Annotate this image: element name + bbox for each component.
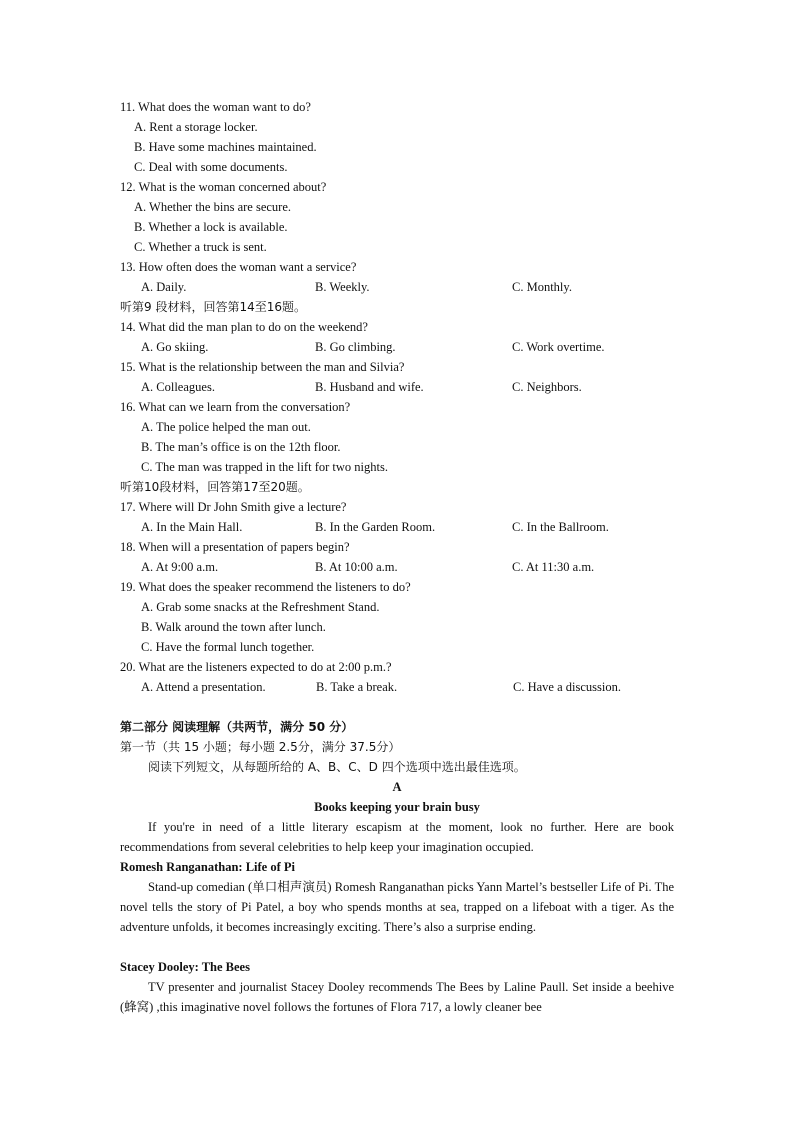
- question-17-option-b: B. In the Garden Room.: [315, 520, 436, 534]
- question-15-stem: 15. What is the relationship between the man and Silvia?: [120, 360, 405, 374]
- question-18-stem: 18. When will a presentation of papers begin?: [120, 540, 350, 554]
- question-16-option-c: C. The man was trapped in the lift for two nights.: [141, 460, 388, 474]
- question-12-option-c: C. Whether a truck is sent.: [134, 240, 267, 254]
- question-19-option-a: A. Grab some snacks at the Refreshment Stand.: [141, 600, 380, 614]
- question-13-option-a: A. Daily.: [141, 280, 187, 294]
- question-12-option-b: B. Whether a lock is available.: [134, 220, 288, 234]
- question-16-stem: 16. What can we learn from the conversation?: [120, 400, 351, 414]
- question-20-option-a: A. Attend a presentation.: [141, 680, 266, 694]
- question-13-option-b: B. Weekly.: [315, 280, 370, 294]
- part-2-title: 第二部分 阅读理解（共两节，满分 50 分）: [120, 720, 354, 734]
- paragraph-romesh: Stand-up comedian (单口相声演员) Romesh Ranganathan picks Yann Martel’s bestseller Life of Pi. The novel tells the story of Pi Patel, a boy who spends months at sea, trapped on a lifeboat with a tiger. As the adventure unfolds, it becomes increasingly exciting. There’s also a surprise ending.: [120, 880, 674, 934]
- section-1-title: 第一节（共 15 小题；每小题 2.5分，满分 37.5分）: [120, 740, 401, 754]
- question-14-option-b: B. Go climbing.: [315, 340, 396, 354]
- question-14-stem: 14. What did the man plan to do on the weekend?: [120, 320, 368, 334]
- question-17-option-a: A. In the Main Hall.: [141, 520, 243, 534]
- question-16-option-b: B. The man’s office is on the 12th floor.: [141, 440, 341, 454]
- question-11-option-a: A. Rent a storage locker.: [134, 120, 258, 134]
- question-15-option-a: A. Colleagues.: [141, 380, 215, 394]
- question-20-option-c: C. Have a discussion.: [513, 680, 621, 694]
- question-15-option-c: C. Neighbors.: [512, 380, 582, 394]
- question-18-option-a: A. At 9:00 a.m.: [141, 560, 219, 574]
- paragraph-stacey: TV presenter and journalist Stacey Dooley recommends The Bees by Laline Paull. Set inside a beehive (蜂窝) ,this imaginative novel follows the fortunes of Flora 717, a lowly cleaner bee: [120, 980, 674, 1014]
- question-18-option-b: B. At 10:00 a.m.: [315, 560, 398, 574]
- question-13-stem: 13. How often does the woman want a service?: [120, 260, 357, 274]
- question-17-option-c: C. In the Ballroom.: [512, 520, 609, 534]
- passage-intro: If you're in need of a little literary escapism at the moment, look no further. Here are book recommendations from several celebrities to help keep your imagination occupied.: [120, 820, 674, 854]
- question-13-option-c: C. Monthly.: [512, 280, 572, 294]
- section-9-instruction: 听第9 段材料，回答第14至16题。: [120, 300, 306, 314]
- question-16-option-a: A. The police helped the man out.: [141, 420, 311, 434]
- question-19-option-b: B. Walk around the town after lunch.: [141, 620, 326, 634]
- passage-title: Books keeping your brain busy: [314, 800, 480, 814]
- question-15-option-b: B. Husband and wife.: [315, 380, 424, 394]
- question-20-stem: 20. What are the listeners expected to do at 2:00 p.m.?: [120, 660, 392, 674]
- question-12-option-a: A. Whether the bins are secure.: [134, 200, 291, 214]
- question-12-stem: 12. What is the woman concerned about?: [120, 180, 327, 194]
- heading-romesh: Romesh Ranganathan: Life of Pi: [120, 860, 296, 874]
- heading-stacey: Stacey Dooley: The Bees: [120, 960, 250, 974]
- question-17-stem: 17. Where will Dr John Smith give a lecture?: [120, 500, 347, 514]
- question-11-stem: 11. What does the woman want to do?: [120, 100, 311, 114]
- question-11-option-b: B. Have some machines maintained.: [134, 140, 317, 154]
- question-19-stem: 19. What does the speaker recommend the listeners to do?: [120, 580, 411, 594]
- reading-instruction: 阅读下列短文，从每题所给的 A、B、C、D 四个选项中选出最佳选项。: [148, 760, 526, 774]
- section-10-instruction: 听第10段材料，回答第17至20题。: [120, 480, 310, 494]
- question-18-option-c: C. At 11:30 a.m.: [512, 560, 595, 574]
- question-14-option-c: C. Work overtime.: [512, 340, 605, 354]
- question-11-option-c: C. Deal with some documents.: [134, 160, 288, 174]
- question-20-option-b: B. Take a break.: [316, 680, 398, 694]
- passage-letter: A: [392, 780, 402, 794]
- question-14-option-a: A. Go skiing.: [141, 340, 209, 354]
- question-19-option-c: C. Have the formal lunch together.: [141, 640, 315, 654]
